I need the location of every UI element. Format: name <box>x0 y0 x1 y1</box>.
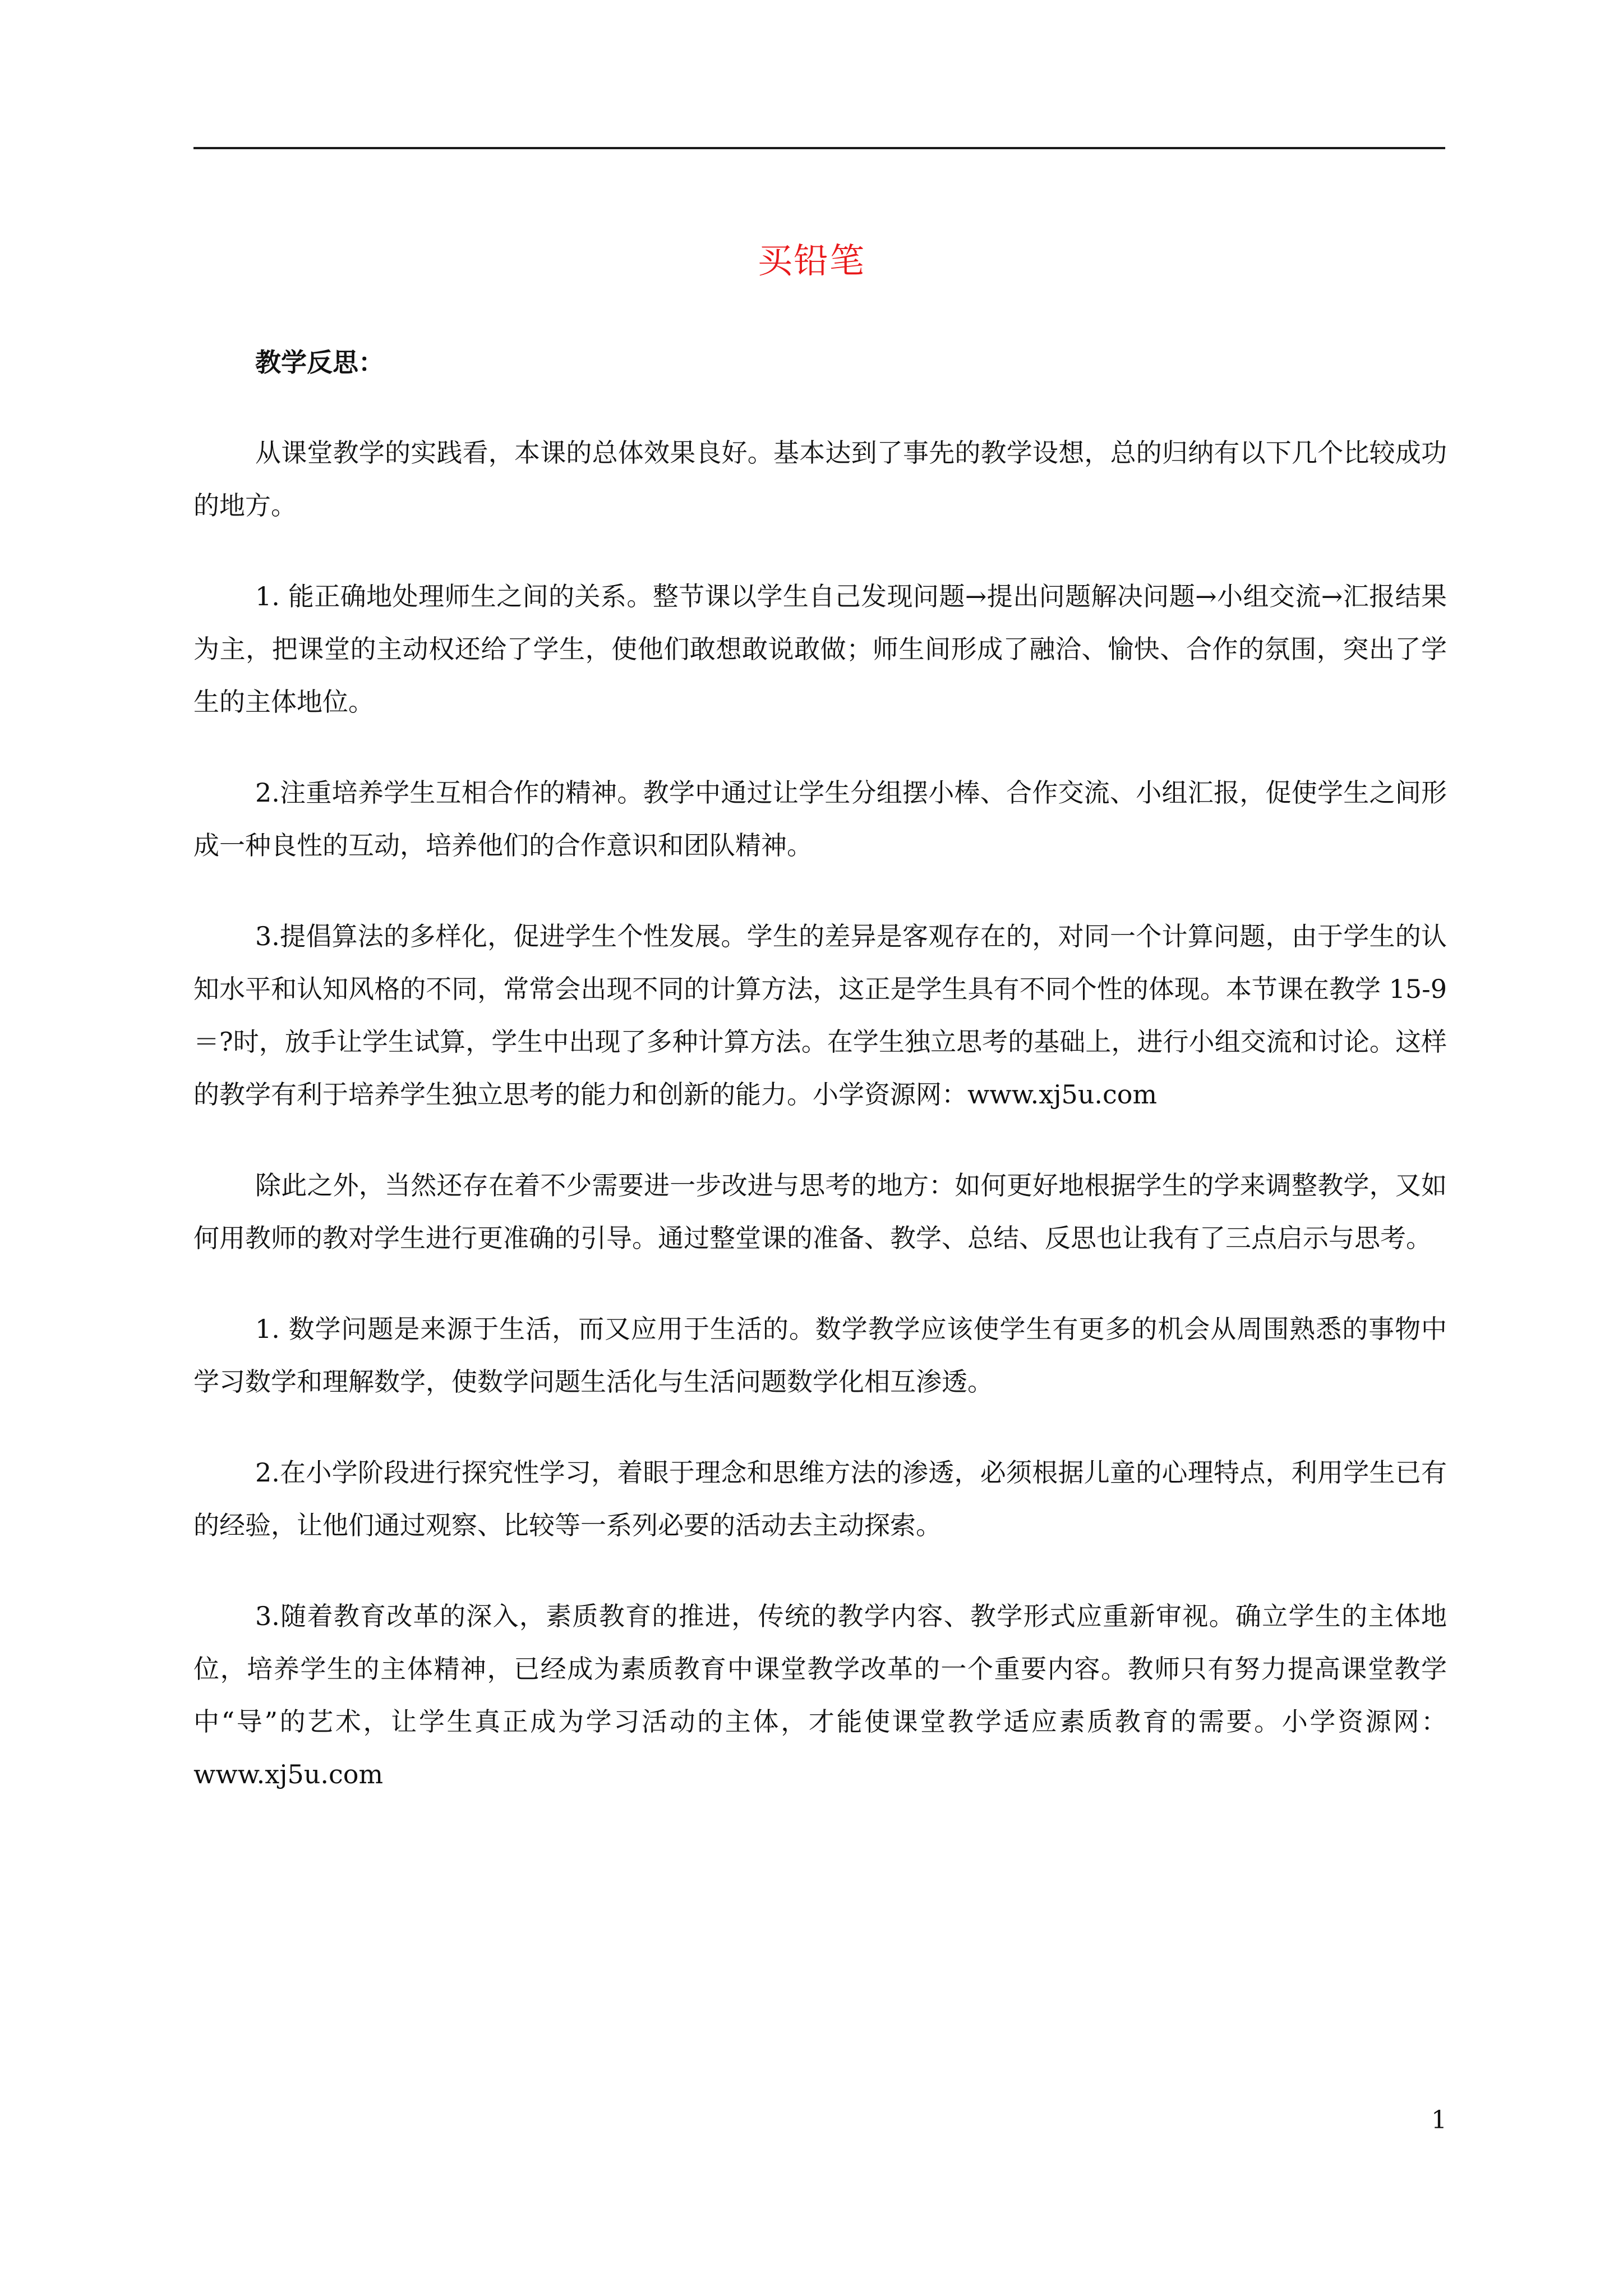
paragraph-success-2: 2.注重培养学生互相合作的精神。教学中通过让学生分组摆小棒、合作交流、小组汇报，促使学生之间形成一种良性的互动，培养他们的合作意识和团队精神。 <box>193 777 1447 861</box>
header-rule <box>193 147 1445 149</box>
page-number: 1 <box>1431 2106 1447 2134</box>
document-title: 买铅笔 <box>757 240 865 281</box>
paragraph-insight-2: 2.在小学阶段进行探究性学习，着眼于理念和思维方法的渗透，必须根据儿童的心理特点，利用学生已有的经验，让他们通过观察、比较等一系列必要的活动去主动探索。 <box>193 1457 1447 1540</box>
paragraph-insight-1: 1. 数学问题是来源于生活，而又应用于生活的。数学教学应该使学生有更多的机会从周围熟悉的事物中学习数学和理解数学，使数学问题生活化与生活问题数学化相互渗透。 <box>193 1314 1447 1397</box>
document-body <box>193 337 1447 1839</box>
paragraph-success-1: 1. 能正确地处理师生之间的关系。整节课以学生自己发现问题→提出问题解决问题→小组交流→汇报结果为主，把课堂的主动权还给了学生，使他们敢想敢说敢做；师生间形成了融洽、愉快、合作的氛围，突出了学生的主体地位。 <box>193 581 1447 717</box>
paragraph-insight-3: 3.随着教育改革的深入，素质教育的推进，传统的教学内容、教学形式应重新审视。确立学生的主体地位，培养学生的主体精神，已经成为素质教育中课堂教学改革的一个重要内容。教师只有努力提高课堂教学中“导”的艺术，让学生真正成为学习活动的主体，才能使课堂教学适应素质教育的需要。小学资源网：www.xj5u.com <box>193 1601 1447 1789</box>
paragraph-success-3: 3.提倡算法的多样化，促进学生个性发展。学生的差异是客观存在的，对同一个计算问题，由于学生的认知水平和认知风格的不同，常常会出现不同的计算方法，这正是学生具有不同个性的体现。本节课在教学 15-9＝?时，放手让学生试算，学生中出现了多种计算方法。在学生独立思考的基础上，进行小组交流和讨论。这样的教学有利于培养学生独立思考的能力和创新的能力。小学资源网：www.xj5u.com <box>193 921 1447 1110</box>
section-label: 教学反思： <box>255 347 384 378</box>
paragraph-intro: 从课堂教学的实践看，本课的总体效果良好。基本达到了事先的教学设想，总的归纳有以下几个比较成功的地方。 <box>193 438 1447 521</box>
paragraph-improvement: 除此之外，当然还存在着不少需要进一步改进与思考的地方：如何更好地根据学生的学来调整教学，又如何用教师的教对学生进行更准确的引导。通过整堂课的准备、教学、总结、反思也让我有了三点启示与思考。 <box>193 1170 1447 1253</box>
